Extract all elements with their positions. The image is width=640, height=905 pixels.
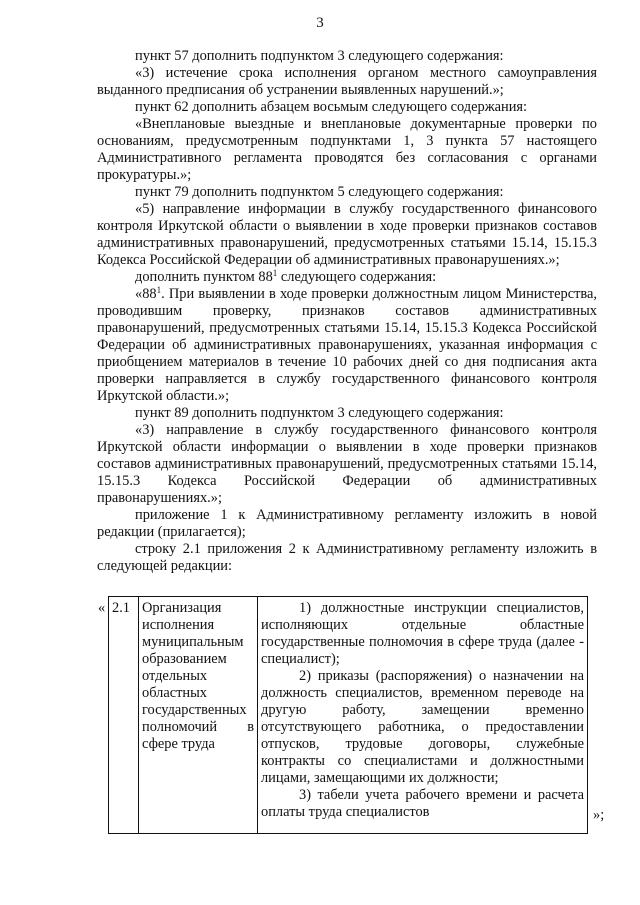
paragraph: «Внеплановые выездные и внеплановые документарные проверки по основаниям, предусмотренным подпунктами 1, 3 пункта 57 настоящего Административного регламента проводятся без согласования с органами прокуратуры.»;: [97, 116, 597, 183]
paragraph-with-superscript: [97, 269, 597, 286]
document-item: 2) приказы (распоряжения) о назначении на должность специалистов, временном переводе на другую работу, замещении временно отсутствующего работника, о предоставлении отпусков, трудовые договоры, служебные контракты со специалистами и должностными лицами, замещающими их должности;: [261, 668, 584, 786]
superscript: 1: [156, 285, 162, 295]
paragraph-text: «88: [135, 286, 157, 302]
paragraph: «3) направление в службу государственного финансового контроля Иркутской области информации о выявлении в ходе проверки признаков составов административных правонарушений, предусмотренных статьями 15.14, 15.15.3 Кодекса Российской Федерации об административных правонарушениях.»;: [97, 422, 597, 506]
row-documents-cell: [258, 597, 588, 834]
paragraph: приложение 1 к Административному регламенту изложить в новой редакции (прилагается);: [97, 507, 597, 540]
paragraph-text: следующего содержания:: [277, 269, 437, 285]
regulation-table: [108, 596, 588, 834]
table-row: [109, 597, 588, 834]
paragraph: «5) направление информации в службу государственного финансового контроля Иркутской области о выявлении в ходе проверки признаков составов административных правонарушений, предусмотренных статьями 15.14, 15.15.3 Кодекса Российской Федерации об административных правонарушениях.»;: [97, 201, 597, 268]
row-name-cell: Организация исполнения муниципальным образованием отдельных областных государственных полномочий в сфере труда: [139, 597, 258, 834]
paragraph-text: дополнить пунктом 88: [135, 269, 273, 285]
quote-close-mark: »;: [593, 807, 605, 823]
paragraph: строку 2.1 приложения 2 к Административному регламенту изложить в следующей редакции:: [97, 541, 597, 574]
page-number: 3: [316, 15, 324, 31]
paragraph: пункт 89 дополнить подпунктом 3 следующего содержания:: [135, 405, 504, 421]
row-number-cell: 2.1: [109, 597, 139, 834]
document-item: 1) должностные инструкции специалистов, исполняющих отдельные областные государственные полномочия в сфере труда (далее - специалист);: [261, 600, 584, 667]
paragraph: «3) истечение срока исполнения органом местного самоуправления выданного предписания об устранении выявленных нарушений.»;: [97, 65, 597, 98]
paragraph-with-superscript: [97, 286, 597, 405]
superscript: 1: [272, 268, 278, 278]
paragraph: пункт 57 дополнить подпунктом 3 следующего содержания:: [135, 48, 504, 64]
document-item: 3) табели учета рабочего времени и расчета оплаты труда специалистов: [261, 787, 584, 820]
paragraph: пункт 62 дополнить абзацем восьмым следующего содержания:: [135, 99, 528, 115]
document-body: [97, 48, 597, 575]
quote-open-mark: «: [98, 600, 106, 616]
paragraph: пункт 79 дополнить подпунктом 5 следующего содержания:: [135, 184, 504, 200]
paragraph-text: . При выявлении в ходе проверки должностным лицом Министерства, проводившим проверку, признаков составов административных правонарушений, предусмотренных статьями 15.14, 15.15.3 Кодекса Российской Федерации об административных правонарушениях, указанная информация с приобщением материалов в течение 10 рабочих дней со дня подписания акта проверки направляется в службу государственного финансового контроля Иркутской области.»;: [97, 286, 597, 404]
